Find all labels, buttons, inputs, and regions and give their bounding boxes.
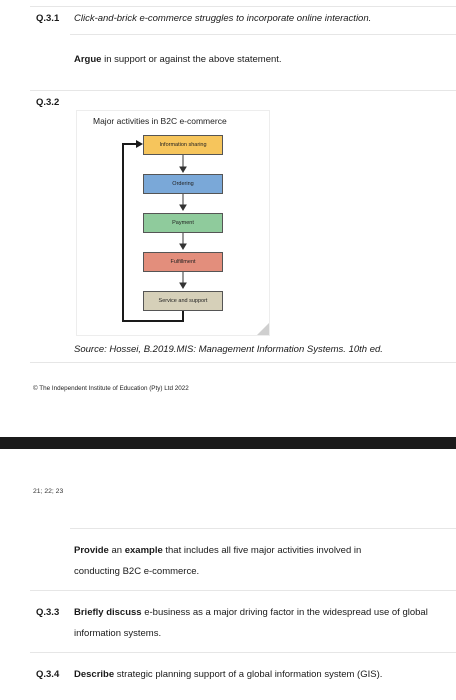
- instruction-text: an: [108, 545, 125, 556]
- question-number-q32: Q.3.2: [36, 97, 60, 108]
- right-arrow-icon: [136, 140, 143, 148]
- row-divider: [30, 590, 456, 591]
- question-instruction-q31: [74, 54, 282, 65]
- question-instruction-q34: [74, 669, 382, 680]
- row-divider: [70, 528, 456, 529]
- row-divider: [30, 652, 456, 653]
- question-instruction-q33: [74, 607, 428, 618]
- instruction-text: in support or against the above statement.: [101, 54, 282, 65]
- copyright-notice: © The Independent Institute of Education (Pty) Ltd 2022: [33, 385, 189, 392]
- question-number-q34: Q.3.4: [36, 669, 60, 680]
- instruction-verb: Argue: [74, 54, 102, 65]
- row-divider: [70, 34, 456, 35]
- question-number-q33: Q.3.3: [36, 607, 60, 618]
- step-ordering: Ordering: [143, 174, 223, 194]
- down-arrow-icon: [180, 233, 186, 249]
- step-service-and-support: Service and support: [143, 291, 223, 311]
- step-payment: Payment: [143, 213, 223, 233]
- step-information-sharing: Information sharing: [143, 135, 223, 155]
- instruction-verb: Describe: [74, 669, 115, 680]
- down-arrow-icon: [180, 155, 186, 172]
- b2c-activities-diagram: [76, 110, 270, 336]
- down-arrow-icon: [180, 272, 186, 288]
- question-instruction-q32: [74, 545, 361, 556]
- instruction-text: that includes all five major activities involved in: [162, 545, 362, 556]
- instruction-verb: Briefly discuss: [74, 607, 142, 618]
- page-numbers: 21; 22; 23: [33, 488, 64, 495]
- question-number-q31: Q.3.1: [36, 13, 60, 24]
- row-divider: [30, 90, 456, 91]
- diagram-source: Source: Hossei, B.2019.MIS: Management Information Systems. 10th ed.: [74, 344, 383, 355]
- row-divider: [30, 362, 456, 363]
- page-curl-decoration: [257, 323, 269, 335]
- instruction-keyword: example: [124, 545, 163, 556]
- instruction-text: e-business as a major driving factor in the widespread use of global: [141, 607, 428, 618]
- row-divider: [30, 6, 456, 7]
- instruction-verb: Provide: [74, 545, 109, 556]
- page-break-band: [0, 437, 456, 449]
- step-fulfillment: Fulfillment: [143, 252, 223, 272]
- instruction-text: strategic planning support of a global information system (GIS).: [114, 669, 383, 680]
- question-instruction-q33-line2: information systems.: [74, 628, 162, 639]
- question-statement-q31: Click-and-brick e-commerce struggles to incorporate online interaction.: [74, 13, 372, 24]
- down-arrow-icon: [180, 194, 186, 210]
- diagram-title: Major activities in B2C e-commerce: [93, 116, 227, 126]
- question-instruction-q32-line2: conducting B2C e-commerce.: [74, 566, 200, 577]
